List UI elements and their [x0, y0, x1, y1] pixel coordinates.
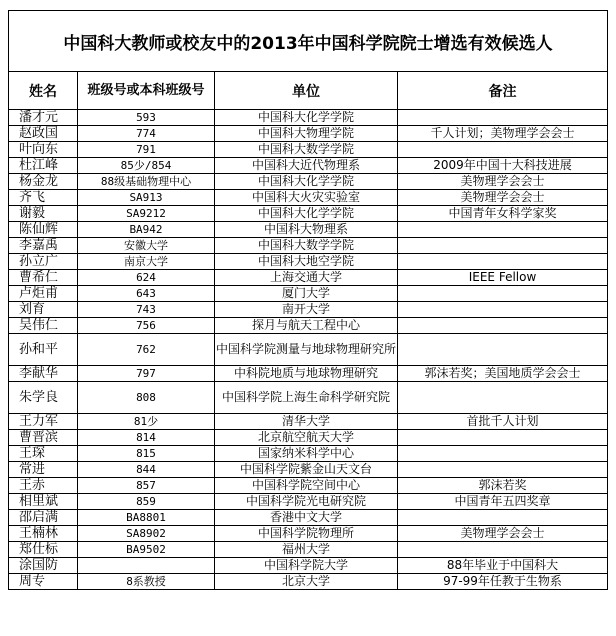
- note-cell: [398, 110, 608, 126]
- table-row: [9, 510, 608, 526]
- table-row: [9, 574, 608, 590]
- name-cell: 王楠林: [9, 526, 78, 542]
- unit-cell: 福州大学: [215, 542, 398, 558]
- unit-cell: 中国科大化学学院: [215, 174, 398, 190]
- name-cell: 周专: [9, 574, 78, 590]
- class-cell: 743: [78, 302, 215, 318]
- class-cell: 791: [78, 142, 215, 158]
- name-cell: 吴伟仁: [9, 318, 78, 334]
- name-cell: 杨金龙: [9, 174, 78, 190]
- unit-cell: 香港中文大学: [215, 510, 398, 526]
- table-row: [9, 446, 608, 462]
- note-cell: 千人计划；美物理学会会士: [398, 126, 608, 142]
- unit-cell: 北京航空航天大学: [215, 430, 398, 446]
- unit-cell: 北京大学: [215, 574, 398, 590]
- class-cell: 8系教授: [78, 574, 215, 590]
- class-cell: [78, 558, 215, 574]
- table-row: [9, 238, 608, 254]
- note-cell: [398, 382, 608, 414]
- header-unit: 单位: [215, 72, 398, 110]
- unit-cell: 清华大学: [215, 414, 398, 430]
- name-cell: 孙和平: [9, 334, 78, 366]
- class-cell: 88级基础物理中心: [78, 174, 215, 190]
- table-row: [9, 302, 608, 318]
- name-cell: 邵启满: [9, 510, 78, 526]
- class-cell: BA8801: [78, 510, 215, 526]
- table-row: [9, 366, 608, 382]
- unit-cell: 南开大学: [215, 302, 398, 318]
- header-note: 备注: [398, 72, 608, 110]
- class-cell: 85少/854: [78, 158, 215, 174]
- unit-cell: 厦门大学: [215, 286, 398, 302]
- note-cell: [398, 222, 608, 238]
- unit-cell: 中国科学院物理所: [215, 526, 398, 542]
- table-body: [9, 110, 608, 590]
- note-cell: [398, 430, 608, 446]
- unit-cell: 中国科大数学学院: [215, 238, 398, 254]
- table-row: [9, 206, 608, 222]
- note-cell: [398, 142, 608, 158]
- table-row: [9, 126, 608, 142]
- table-row: [9, 110, 608, 126]
- table-row: [9, 334, 608, 366]
- class-cell: BA9502: [78, 542, 215, 558]
- candidate-sheet: [8, 10, 607, 590]
- name-cell: 曹晋滨: [9, 430, 78, 446]
- note-cell: [398, 286, 608, 302]
- table-row: [9, 478, 608, 494]
- name-cell: 王力军: [9, 414, 78, 430]
- name-cell: 叶向东: [9, 142, 78, 158]
- name-cell: 常进: [9, 462, 78, 478]
- name-cell: 陈仙辉: [9, 222, 78, 238]
- header-name: 姓名: [9, 72, 78, 110]
- unit-cell: 中国科学院紫金山天文台: [215, 462, 398, 478]
- class-cell: 756: [78, 318, 215, 334]
- table-row: [9, 222, 608, 238]
- table-row: [9, 142, 608, 158]
- unit-cell: 中国科学院大学: [215, 558, 398, 574]
- unit-cell: 中国科学院光电研究院: [215, 494, 398, 510]
- note-cell: 美物理学会会士: [398, 190, 608, 206]
- table-row: [9, 174, 608, 190]
- class-cell: SA913: [78, 190, 215, 206]
- name-cell: 李献华: [9, 366, 78, 382]
- unit-cell: 中国科大地空学院: [215, 254, 398, 270]
- name-cell: 谢毅: [9, 206, 78, 222]
- note-cell: 中国青年女科学家奖: [398, 206, 608, 222]
- header-class: 班级号或本科班级号: [78, 72, 215, 110]
- unit-cell: 中国科大数学学院: [215, 142, 398, 158]
- class-cell: 859: [78, 494, 215, 510]
- name-cell: 赵政国: [9, 126, 78, 142]
- note-cell: 97-99年任教于生物系: [398, 574, 608, 590]
- name-cell: 刘育: [9, 302, 78, 318]
- class-cell: 808: [78, 382, 215, 414]
- unit-cell: 中国科大火灾实验室: [215, 190, 398, 206]
- class-cell: 643: [78, 286, 215, 302]
- table-row: [9, 286, 608, 302]
- name-cell: 曹希仁: [9, 270, 78, 286]
- unit-cell: 中国科学院上海生命科学研究院: [215, 382, 398, 414]
- unit-cell: 探月与航天工程中心: [215, 318, 398, 334]
- table-row: [9, 430, 608, 446]
- class-cell: 安徽大学: [78, 238, 215, 254]
- note-cell: 郭沫若奖；美国地质学会会士: [398, 366, 608, 382]
- class-cell: 81少: [78, 414, 215, 430]
- note-cell: [398, 446, 608, 462]
- table-row: [9, 526, 608, 542]
- unit-cell: 中国科学院空间中心: [215, 478, 398, 494]
- header-row: [9, 72, 608, 110]
- table-title: 中国科大教师或校友中的2013年中国科学院院士增选有效候选人: [9, 11, 608, 72]
- name-cell: 杜江峰: [9, 158, 78, 174]
- name-cell: 郑仕标: [9, 542, 78, 558]
- class-cell: SA9212: [78, 206, 215, 222]
- note-cell: 88年毕业于中国科大: [398, 558, 608, 574]
- unit-cell: 国家纳米科学中心: [215, 446, 398, 462]
- class-cell: 762: [78, 334, 215, 366]
- note-cell: 首批千人计划: [398, 414, 608, 430]
- class-cell: 844: [78, 462, 215, 478]
- table-row: [9, 382, 608, 414]
- name-cell: 李嘉禹: [9, 238, 78, 254]
- class-cell: 593: [78, 110, 215, 126]
- unit-cell: 中国科大化学学院: [215, 110, 398, 126]
- note-cell: [398, 510, 608, 526]
- class-cell: BA942: [78, 222, 215, 238]
- candidate-table: [8, 10, 608, 590]
- table-row: [9, 462, 608, 478]
- class-cell: SA8902: [78, 526, 215, 542]
- name-cell: 孙立广: [9, 254, 78, 270]
- table-row: [9, 254, 608, 270]
- class-cell: 857: [78, 478, 215, 494]
- unit-cell: 中国科大物理系: [215, 222, 398, 238]
- table-row: [9, 318, 608, 334]
- name-cell: 潘才元: [9, 110, 78, 126]
- name-cell: 卢炬甫: [9, 286, 78, 302]
- note-cell: 美物理学会会士: [398, 174, 608, 190]
- class-cell: 815: [78, 446, 215, 462]
- note-cell: [398, 462, 608, 478]
- name-cell: 相里斌: [9, 494, 78, 510]
- note-cell: 2009年中国十大科技进展: [398, 158, 608, 174]
- name-cell: 王琛: [9, 446, 78, 462]
- note-cell: [398, 542, 608, 558]
- unit-cell: 中国科大物理学院: [215, 126, 398, 142]
- note-cell: [398, 254, 608, 270]
- class-cell: 797: [78, 366, 215, 382]
- name-cell: 齐飞: [9, 190, 78, 206]
- table-row: [9, 414, 608, 430]
- table-row: [9, 542, 608, 558]
- unit-cell: 中国科大近代物理系: [215, 158, 398, 174]
- class-cell: 774: [78, 126, 215, 142]
- name-cell: 朱学良: [9, 382, 78, 414]
- class-cell: 814: [78, 430, 215, 446]
- unit-cell: 中国科学院测量与地球物理研究所: [215, 334, 398, 366]
- note-cell: 美物理学会会士: [398, 526, 608, 542]
- note-cell: [398, 302, 608, 318]
- note-cell: 中国青年五四奖章: [398, 494, 608, 510]
- class-cell: 南京大学: [78, 254, 215, 270]
- class-cell: 624: [78, 270, 215, 286]
- note-cell: [398, 238, 608, 254]
- table-row: [9, 558, 608, 574]
- table-row: [9, 158, 608, 174]
- name-cell: 王赤: [9, 478, 78, 494]
- table-row: [9, 494, 608, 510]
- note-cell: IEEE Fellow: [398, 270, 608, 286]
- table-row: [9, 190, 608, 206]
- unit-cell: 中国科大化学学院: [215, 206, 398, 222]
- note-cell: [398, 318, 608, 334]
- table-row: [9, 270, 608, 286]
- unit-cell: 中科院地质与地球物理研究: [215, 366, 398, 382]
- note-cell: 郭沫若奖: [398, 478, 608, 494]
- name-cell: 涂国防: [9, 558, 78, 574]
- note-cell: [398, 334, 608, 366]
- unit-cell: 上海交通大学: [215, 270, 398, 286]
